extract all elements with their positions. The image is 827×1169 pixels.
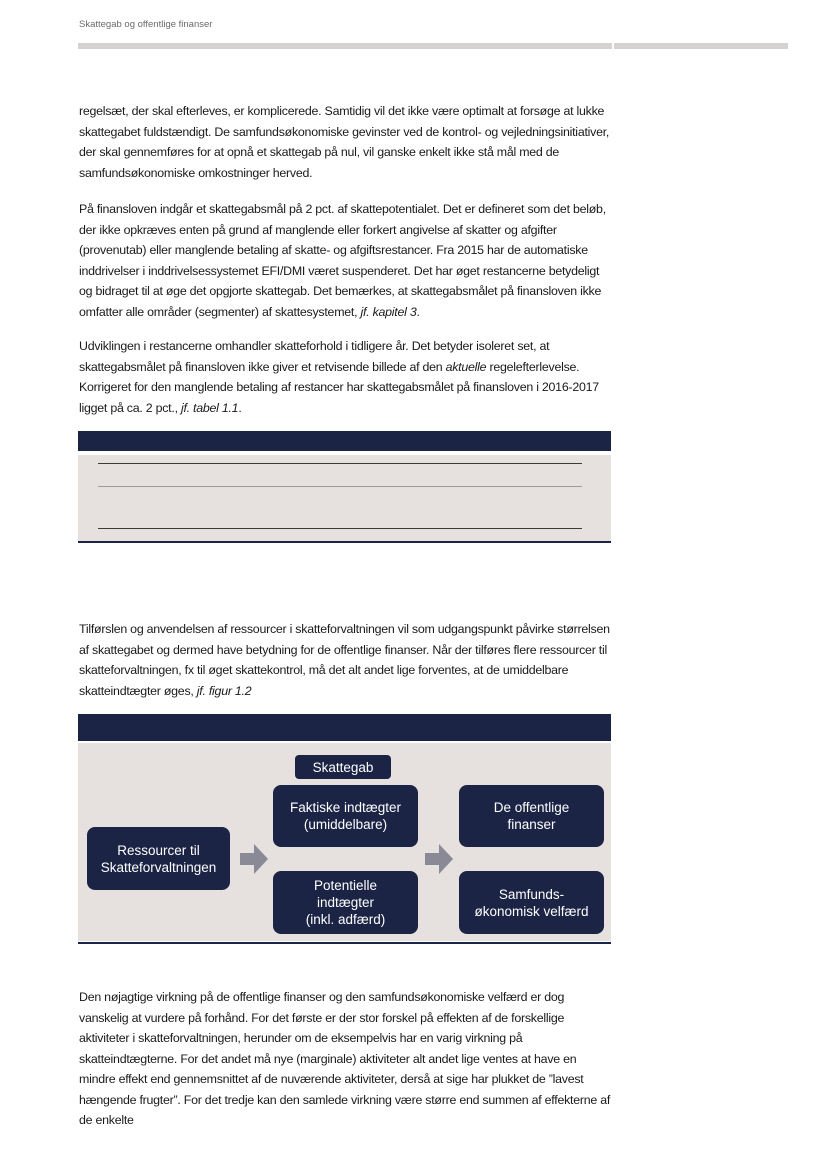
table-header-bar	[78, 431, 611, 451]
paragraph-3-text-a: Udviklingen i restancerne omhandler skatteforhold i tidligere år. Det betyder isoleret set, at skattegabsmålet på finansloven ikke giver et retvisende billede af den	[79, 339, 550, 374]
paragraph-2	[79, 199, 611, 322]
node-ressourcer: Ressourcer til Skatteforvaltningen	[87, 827, 230, 890]
ref-figur-1-2: jf. figur 1.2	[196, 683, 252, 698]
paragraph-3-text-b: regelefterlevelse. Korrigeret for den manglende betaling af restancer har skattegabsmålet på finansloven i 2016-2017 ligget på ca. 2 pct.,	[79, 359, 599, 415]
figure-body	[78, 743, 611, 941]
figure-box-rule	[78, 942, 611, 944]
ref-kapitel-3: jf. kapitel 3	[360, 304, 417, 319]
arrow-right-icon	[240, 844, 268, 874]
paragraph-1: regelsæt, der skal efterleves, er komplicerede. Samtidig vil det ikke være optimalt at forsøge at lukke skattegabet fuldstændigt. De samfundsøkonomiske gevinster ved de kontrol- og vejledningsinitiativer, der skal gennemføres for at opnå et skattegab på nul, vil ganske enkelt ikke stå mål med de samfundsøkonomiske omkostninger herved.	[79, 104, 610, 180]
running-header: Skattegab og offentlige finanser	[79, 19, 213, 30]
node-offentlige-finanser: De offentlige finanser	[459, 785, 604, 847]
table-top-rule	[98, 463, 582, 464]
header-rule-margin	[614, 43, 788, 49]
figure-header-bar	[78, 714, 611, 741]
header-rule	[78, 43, 612, 49]
table-box-rule	[78, 541, 611, 543]
paragraph-3-end: .	[238, 400, 242, 415]
paragraph-4-text: Tilførslen og anvendelsen af ressourcer i skatteforvaltningen vil som udgangspunkt påvirke størrelsen af skattegabet og dermed have betydning for de offentlige finanser. Når der tilføres flere ressourcer til skatteforvaltningen, fx til øget skattekontrol, må det alt andet lige forventes, at de umiddelbare skatteindtægter øges,	[79, 622, 610, 698]
paragraph-2-end: .	[416, 304, 420, 319]
node-faktiske-indtaegter: Faktiske indtægter (umiddelbare)	[273, 785, 418, 847]
emphasis-aktuelle: aktuelle	[445, 359, 487, 374]
table-mid-rule	[98, 486, 582, 487]
paragraph-3	[79, 336, 611, 418]
paragraph-4	[79, 619, 611, 701]
node-samfundsoekonomisk-velfaerd: Samfunds- økonomisk velfærd	[459, 871, 604, 934]
paragraph-2-text: På finansloven indgår et skattegabsmål på 2 pct. af skattepotentialet. Det er defineret som det beløb, der ikke opkræves enten på grund af manglende eller forkert angivelse af skatter og afgifter (provenutab) eller manglende betaling af skatte- og afgiftsrestancer. Fra 2015 har de automatiske inddrivelser i inddrivelsessystemet EFI/DMI været suspenderet. Det har øget restancerne betydeligt og bidraget til at øge det opgjorte skattegab. Det bemærkes, at skattegabsmålet på finansloven ikke omfatter alle områder (segmenter) af skattesystemet,	[79, 202, 606, 319]
skattegab-label: Skattegab	[295, 755, 391, 779]
table-body	[78, 455, 611, 541]
paragraph-5: Den nøjagtige virkning på de offentlige finanser og den samfundsøkonomiske velfærd er dog vanskelig at vurdere på forhånd. For det første er der stor forskel på effekten af de forskellige aktiviteter i skatteforvaltningen, herunder om de eksempelvis har en varig virkning på skatteindtægterne. For det andet må nye (marginale) aktiviteter alt andet lige ventes at have en mindre effekt end gennemsnittet af de nuværende aktiviteter, derså at sige har plukket de ”lavest hængende frugter”. For det tredje kan den samlede virkning være større end summen af effekterne af de enkelte	[79, 990, 611, 1127]
arrow-right-icon	[425, 844, 453, 874]
table-bottom-rule	[98, 528, 582, 529]
node-potentielle-indtaegter: Potentielle indtægter (inkl. adfærd)	[273, 871, 418, 934]
ref-tabel-1-1: jf. tabel 1.1	[180, 400, 239, 415]
